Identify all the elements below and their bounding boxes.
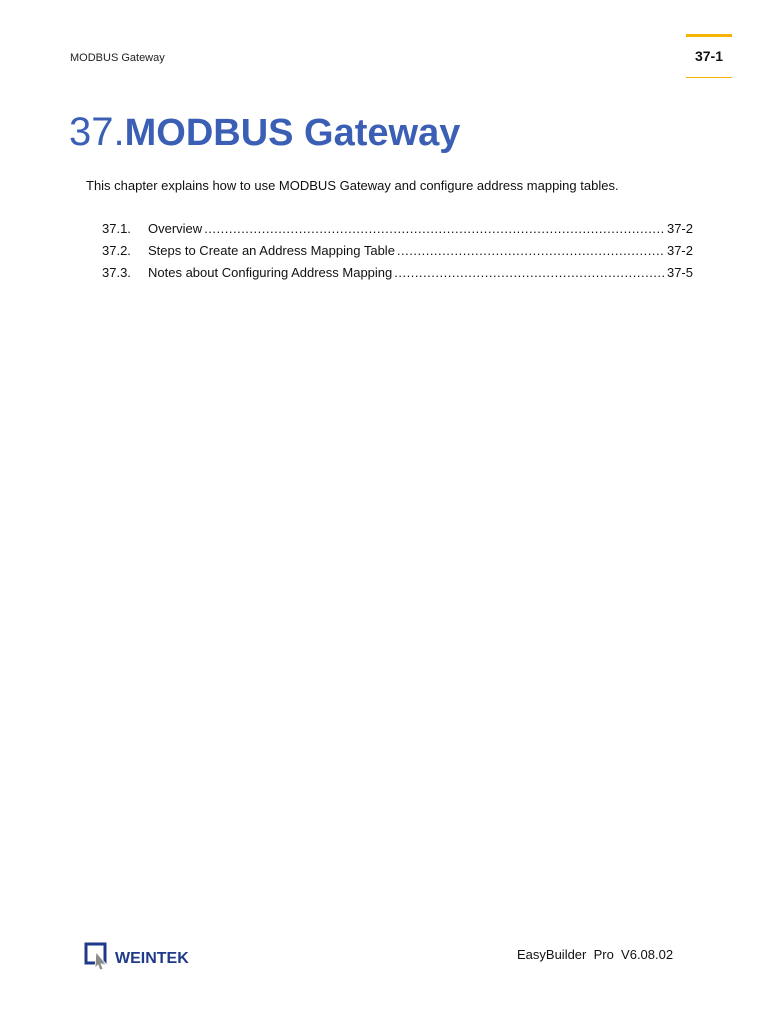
toc-dot-leader [394,265,665,280]
toc-entry-label[interactable]: Steps to Create an Address Mapping Table [148,243,395,258]
toc-entry-page[interactable]: 37-2 [666,221,693,236]
page-tag-bottom-rule [686,77,732,78]
header-title: MODBUS Gateway [70,52,165,64]
toc-dot-leader [397,243,665,258]
weintek-logo-mark [84,942,214,970]
page-tag-top-bar [686,34,732,37]
footer-version: EasyBuilder Pro V6.08.02 [517,947,674,962]
toc-entry-number: 37.3. [102,265,131,280]
toc-entry[interactable] [102,265,693,287]
toc-entry-page[interactable]: 37-5 [666,265,693,280]
toc-entry[interactable] [102,243,693,265]
table-of-contents [102,221,693,287]
toc-entry-page[interactable]: 37-2 [666,243,693,258]
toc-entry-number: 37.1. [102,221,131,236]
page-number-tag [686,34,732,78]
logo-wordmark: WEINTEK [115,950,189,967]
chapter-title-text: MODBUS Gateway [124,112,461,154]
chapter-intro: This chapter explains how to use MODBUS Gateway and configure address mapping tables. [86,178,619,193]
page-number: 37-1 [694,48,724,64]
toc-entry-label[interactable]: Notes about Configuring Address Mapping [148,265,393,280]
weintek-logo [84,942,214,970]
toc-entry-number: 37.2. [102,243,131,258]
toc-entry[interactable] [102,221,693,243]
chapter-number: 37. [69,110,125,154]
chapter-title [69,106,460,160]
toc-dot-leader [204,221,665,236]
toc-entry-label[interactable]: Overview [148,221,203,236]
